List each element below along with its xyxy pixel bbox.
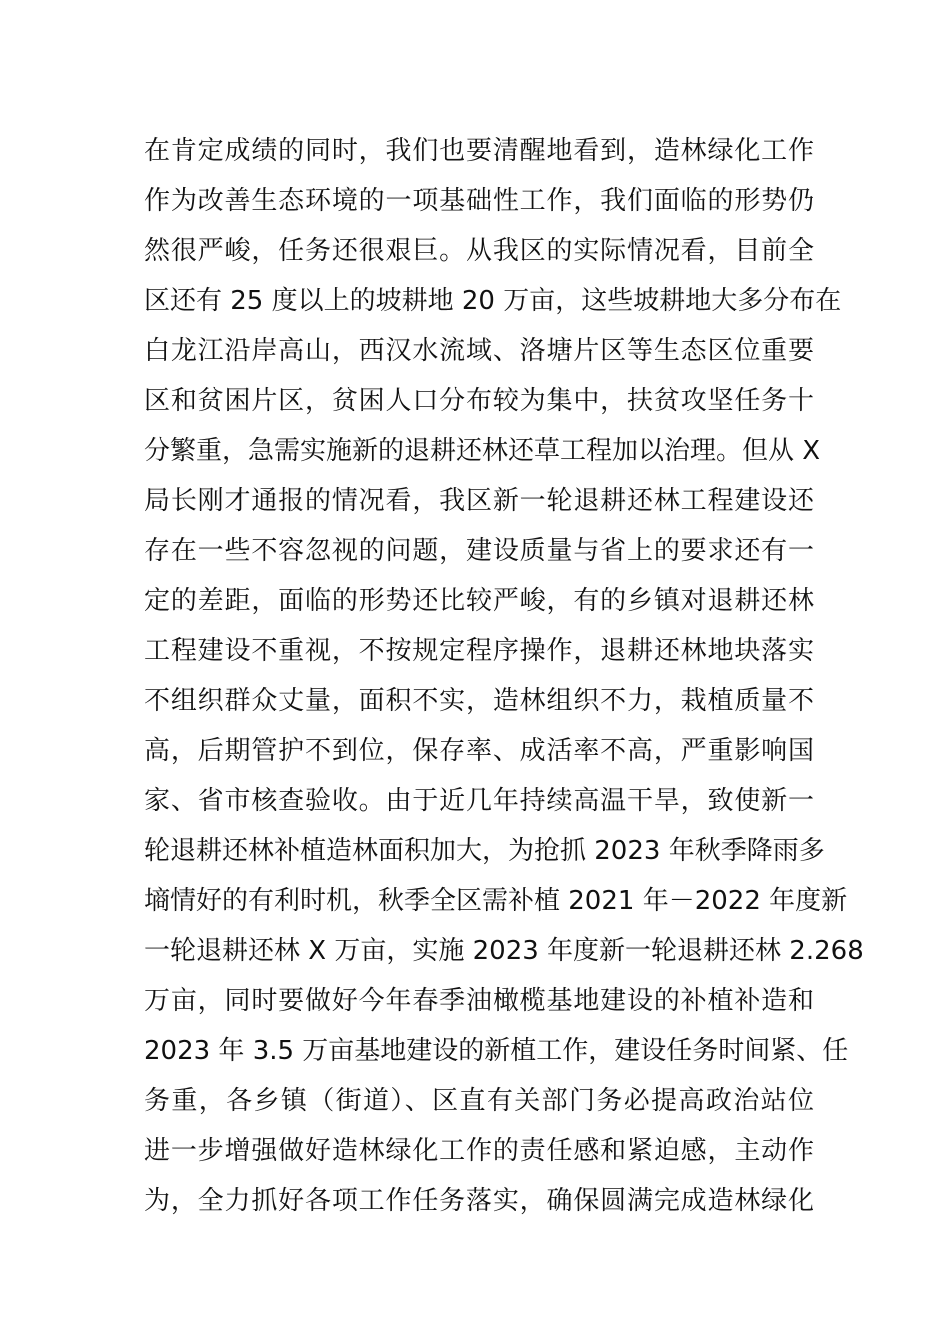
paragraph-line: 区和贫困片区，贫困人口分布较为集中，扶贫攻坚任务十 xyxy=(144,386,814,416)
paragraph-line: 2023 年 3.5 万亩基地建设的新植工作，建设任务时间紧、任 xyxy=(144,1036,849,1066)
paragraph-line: 家、省市核查验收。由于近几年持续高温干旱，致使新一 xyxy=(144,786,814,816)
paragraph-line: 局长刚才通报的情况看，我区新一轮退耕还林工程建设还 xyxy=(144,486,814,516)
paragraph-line: 进一步增强做好造林绿化工作的责任感和紧迫感，主动作 xyxy=(144,1136,814,1166)
paragraph-line: 作为改善生态环境的一项基础性工作，我们面临的形势仍 xyxy=(144,186,814,216)
paragraph-line: 轮退耕还林补植造林面积加大，为抢抓 2023 年秋季降雨多 xyxy=(144,836,825,866)
paragraph-line: 在肯定成绩的同时，我们也要清醒地看到，造林绿化工作 xyxy=(144,136,814,166)
paragraph-line: 高，后期管护不到位，保存率、成活率不高，严重影响国 xyxy=(144,736,814,766)
paragraph-line: 万亩，同时要做好今年春季油橄榄基地建设的补植补造和 xyxy=(144,986,814,1016)
paragraph-line: 墒情好的有利时机，秋季全区需补植 2021 年－2022 年度新 xyxy=(144,886,848,916)
paragraph-line: 为，全力抓好各项工作任务落实，确保圆满完成造林绿化 xyxy=(144,1186,814,1216)
paragraph-line: 然很严峻，任务还很艰巨。从我区的实际情况看，目前全 xyxy=(144,236,814,266)
paragraph-line: 定的差距，面临的形势还比较严峻，有的乡镇对退耕还林 xyxy=(144,586,814,616)
body-paragraph xyxy=(144,126,864,1226)
paragraph-line: 一轮退耕还林 X 万亩，实施 2023 年度新一轮退耕还林 2.268 xyxy=(144,936,864,966)
paragraph-line: 区还有 25 度以上的坡耕地 20 万亩，这些坡耕地大多分布在 xyxy=(144,286,842,316)
paragraph-line: 不组织群众丈量，面积不实，造林组织不力，栽植质量不 xyxy=(144,686,814,716)
paragraph-line: 白龙江沿岸高山，西汉水流域、洛塘片区等生态区位重要 xyxy=(144,336,814,366)
paragraph-line: 工程建设不重视，不按规定程序操作，退耕还林地块落实 xyxy=(144,636,814,666)
paragraph-line: 分繁重，急需实施新的退耕还林还草工程加以治理。但从 X xyxy=(144,436,821,466)
paragraph-line: 务重，各乡镇（街道）、区直有关部门务必提高政治站位 xyxy=(144,1086,814,1116)
paragraph-line: 存在一些不容忽视的问题，建设质量与省上的要求还有一 xyxy=(144,536,814,566)
